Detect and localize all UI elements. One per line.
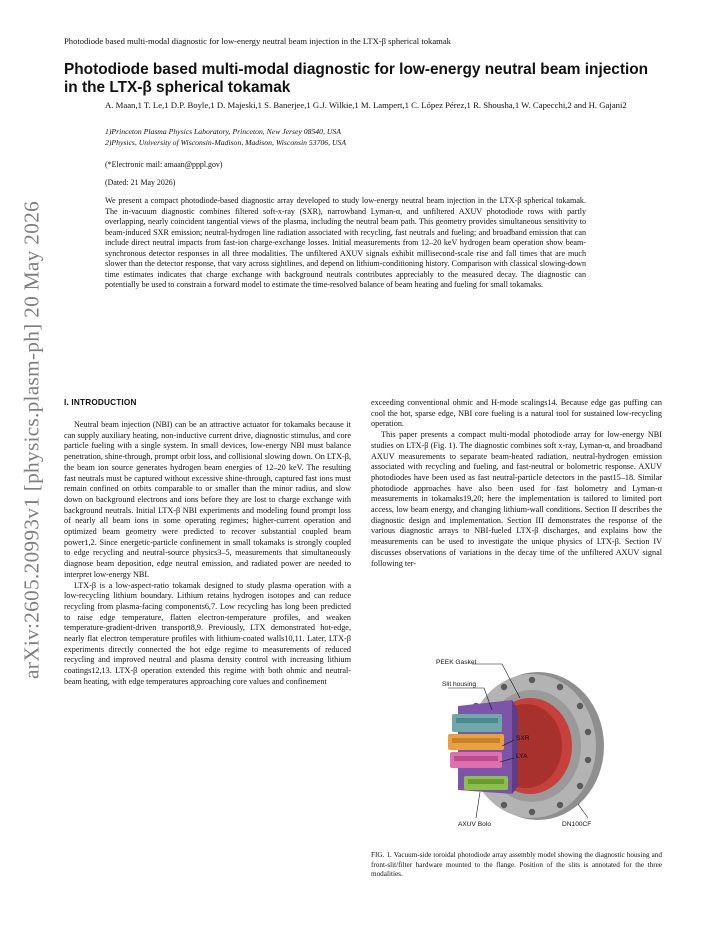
abstract: We present a compact photodiode-based diagnostic array developed to study low-energy neutral beam injection in the LTX-β spherical tokamak. The in-vacuum diagnostic combines filtered soft-x-ray (SXR), narrowband Lyman-α, and unfiltered AXUV photodiode rows with partly overlapping, nearly coincident tangential views of the plasma, including the neutral beam path. This geometry provides simultaneous sensitivity to beam-induced SXR emission; neutral-hydrogen line radiation associated with recycling, fast neutrals and fueling; and broadband emission that can include direct neutral impacts from fast-ion charge-exchange losses. Initial measurements from 12–20 keV hydrogen beam operation show beam-synchronous detector responses in all three modalities. The unfiltered AXUV signals exhibit millisecond-scale rise and fall times that are much slower than the detector response, that vary across sightlines, and depend on lithium-conditioning history. Comparison with classical slowing-down time estimates indicates that charge exchange with background neutrals contributes appreciably to the measured decay. The diagnostic can potentially be used to constrain a forward model to estimate the time-resolved balance of beam heating and fueling for small tokamaks. xyxy=(105,196,586,290)
label-axuv-bolo: AXUV Bolo xyxy=(458,821,491,828)
paragraph: This paper presents a compact multi-modal photodiode array for low-energy NBI studies on LTX-β (Fig. 1). The diagnostic combines soft x-ray, Lyman-α, and broadband AXUV measurements to separate beam-heated radiation, neutral-hydrogen emission associated with recycling and fueling, and fast-neutral or bolometric response. AXUV photodiodes have been used as fast neutral-particle detectors in the past15–18. Similar photodiode approaches have also been used for fast bolometry and Lyman-α measurements in tokamaks19,20; here the implementation is tailored to limited port access, low beam energy, and changing lithium-wall conditions. Section II describes the diagnostic design and implementation. Section III demonstrates the response of the various diagnostic arrays to NBI-fueled LTX-β discharges, and explains how the measurements can be used to investigate the unique physics of LTX-β. Section IV discusses observations of variations in the decay time of the unfiltered AXUV signal following ter- xyxy=(371,430,662,568)
date-line: (Dated: 21 May 2026) xyxy=(105,178,176,187)
paper-title: Photodiode based multi-modal diagnostic for low-energy neutral beam injection in the LTX-β spherical tokamak xyxy=(64,61,649,96)
affiliations xyxy=(105,127,645,148)
running-head: Photodiode based multi-modal diagnostic for low-energy neutral beam injection in the LTX-β spherical tokamak xyxy=(64,36,451,46)
contact-email[interactable]: (*Electronic mail: amaan@pppl.gov) xyxy=(105,160,223,169)
assembly-illustration xyxy=(420,658,610,830)
label-lya: LYA xyxy=(516,753,528,760)
figure-1-caption: FIG. 1. Vacuum-side toroidal photodiode array assembly model showing the diagnostic housing and front-slit/filter hardware mounted to the flange. Position of the slits is annotated for the three modalities. xyxy=(371,851,662,879)
author-list: A. Maan,1 T. Le,1 D.P. Boyle,1 D. Majeski,1 S. Banerjee,1 G.J. Wilkie,1 M. Lampert,1 C. López Pérez,1 R. Shousha,1 W. Capecchi,2 and H. Gajani2 xyxy=(105,100,627,110)
label-sxr: SXR xyxy=(516,735,530,742)
label-flange: DN100CF xyxy=(562,821,592,828)
paragraph: Neutral beam injection (NBI) can be an attractive actuator for tokamaks because it can supply auxiliary heating, non-inductive current drive, diagnostic stimulus, and core particle fueling with a single system. In small devices, low-energy NBI must balance penetration, shine-through, prompt orbit loss, and collisional slowing down. On LTX-β, the beam ion source generates hydrogen beam energies of 12–20 keV. The resulting fast neutrals must be captured without excessive shine-through, captured fast ions must remain confined on orbits comparable to or smaller than the minor radius, and slow down on background electrons and ions before they are lost to charge exchange with background neutrals. Initial LTX-β NBI experiments and modeling found prompt loss of nearly all beam ions in some operating regimes; higher-current operation and optimized beam geometry were predicted to recover substantial coupled beam power1,2. Since energetic-particle confinement in small tokamaks is strongly coupled to edge recycling and neutral-source physics3–5, measurements that simultaneously diagnose beam deposition, edge neutral emission, and radiated power are needed to interpret low-energy NBI. xyxy=(64,420,351,579)
section-heading-introduction: I. INTRODUCTION xyxy=(64,398,137,407)
label-slit-housing: Slit housing xyxy=(442,681,477,688)
paragraph: LTX-β is a low-aspect-ratio tokamak designed to study plasma operation with a low-recycling lithium boundary. Lithium retains hydrogen isotopes and can reduce recycling from plasma-facing components6,7. Low recycling has long been predicted to raise edge temperature, flatten electron-temperature profiles, and weaken temperature-gradient-driven transport8,9. Previously, LTX demonstrated hot-edge, nearly flat electron temperature profiles with lithium-coated walls10,11. Later, LTX-β experiments directly connected the hot edge regime to measurements of reduced recycling and improved neutral and plasma density control with increasing lithium coatings12,13. LTX-β operation extended this regime with both ohmic and neutral-beam heating, with edge temperatures approaching core values and confinement xyxy=(64,580,351,686)
label-peek-gasket: PEEK Gasket xyxy=(436,659,477,666)
affiliation-1: 1)Princeton Plasma Physics Laboratory, Princeton, New Jersey 08540, USA xyxy=(105,127,341,136)
affiliation-2: 2)Physics, University of Wisconsin-Madison, Madison, Wisconsin 53706, USA xyxy=(105,137,347,147)
arxiv-stamp[interactable]: arXiv:2605.20993v1 [physics.plasm-ph] 20 May 2026 xyxy=(19,201,44,679)
arxiv-stamp-strip xyxy=(0,0,44,932)
detector-rows xyxy=(448,714,508,790)
paragraph: exceeding conventional ohmic and H-mode scalings14. Because edge gas puffing can cool the hot, sparse edge, NBI core fueling is a natural tool for sustained low-recycling operation. xyxy=(371,398,662,429)
left-column xyxy=(64,420,351,688)
right-column xyxy=(371,398,662,569)
figure-1 xyxy=(420,658,610,830)
